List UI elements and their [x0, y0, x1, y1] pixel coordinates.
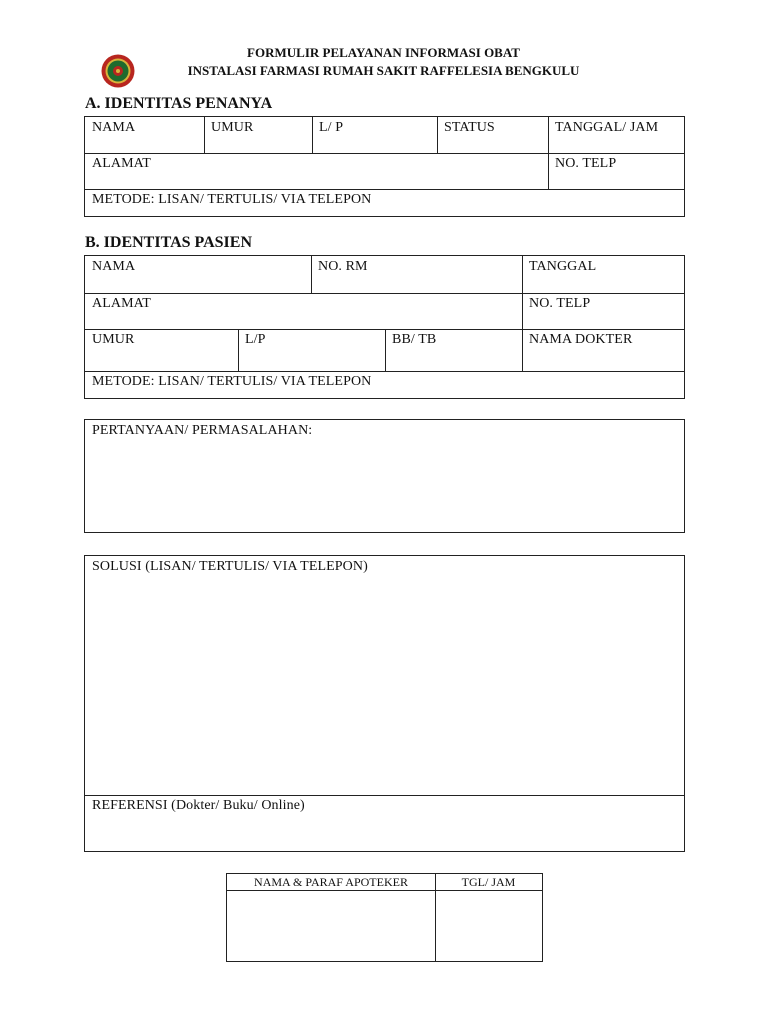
pharmacist-header: NAMA & PARAF APOTEKER [254, 875, 408, 889]
reference-label: REFERENSI (Dokter/ Buku/ Online) [92, 798, 305, 813]
section-b-title: B. IDENTITAS PASIEN [85, 234, 253, 251]
a-umur-field[interactable]: UMUR [211, 120, 254, 135]
solution-field[interactable] [85, 556, 684, 795]
question-label: PERTANYAAN/ PERMASALAHAN: [92, 423, 313, 438]
a-status-field[interactable]: STATUS [444, 120, 495, 135]
b-nama-field[interactable]: NAMA [92, 259, 136, 274]
section-b-table [84, 255, 685, 399]
signature-table [226, 873, 543, 962]
date-time-header: TGL/ JAM [461, 875, 516, 889]
solution-label: SOLUSI (LISAN/ TERTULIS/ VIA TELEPON) [92, 559, 368, 574]
institution-title: INSTALASI FARMASI RUMAH SAKIT RAFFELESIA BENGKULU [187, 63, 580, 78]
b-weight-height-field[interactable]: BB/ TB [392, 332, 437, 347]
form-title: FORMULIR PELAYANAN INFORMASI OBAT [247, 45, 520, 60]
a-method-field[interactable]: METODE: LISAN/ TERTULIS/ VIA TELEPON [92, 192, 372, 207]
a-date-time-field[interactable]: TANGGAL/ JAM [555, 120, 659, 135]
b-phone-field[interactable]: NO. TELP [529, 296, 591, 311]
b-doctor-name-field[interactable]: NAMA DOKTER [529, 332, 633, 347]
a-alamat-field[interactable]: ALAMAT [92, 156, 151, 171]
a-nama-field[interactable]: NAMA [92, 120, 136, 135]
a-phone-field[interactable]: NO. TELP [555, 156, 617, 171]
a-gender-field[interactable]: L/ P [319, 120, 344, 135]
b-alamat-field[interactable]: ALAMAT [92, 296, 151, 311]
reference-field[interactable] [85, 795, 684, 851]
pharmacist-signature-field[interactable] [227, 891, 435, 961]
section-a-table [84, 116, 685, 217]
b-rm-number-field[interactable]: NO. RM [318, 259, 368, 274]
b-umur-field[interactable]: UMUR [92, 332, 135, 347]
b-method-field[interactable]: METODE: LISAN/ TERTULIS/ VIA TELEPON [92, 374, 372, 389]
b-gender-field[interactable]: L/P [245, 332, 266, 347]
hospital-seal-icon [101, 54, 135, 88]
signature-date-field[interactable] [436, 891, 542, 961]
question-box[interactable] [84, 419, 685, 533]
solution-box [84, 555, 685, 852]
b-date-field[interactable]: TANGGAL [529, 259, 597, 274]
section-a-title: A. IDENTITAS PENANYA [85, 95, 273, 112]
